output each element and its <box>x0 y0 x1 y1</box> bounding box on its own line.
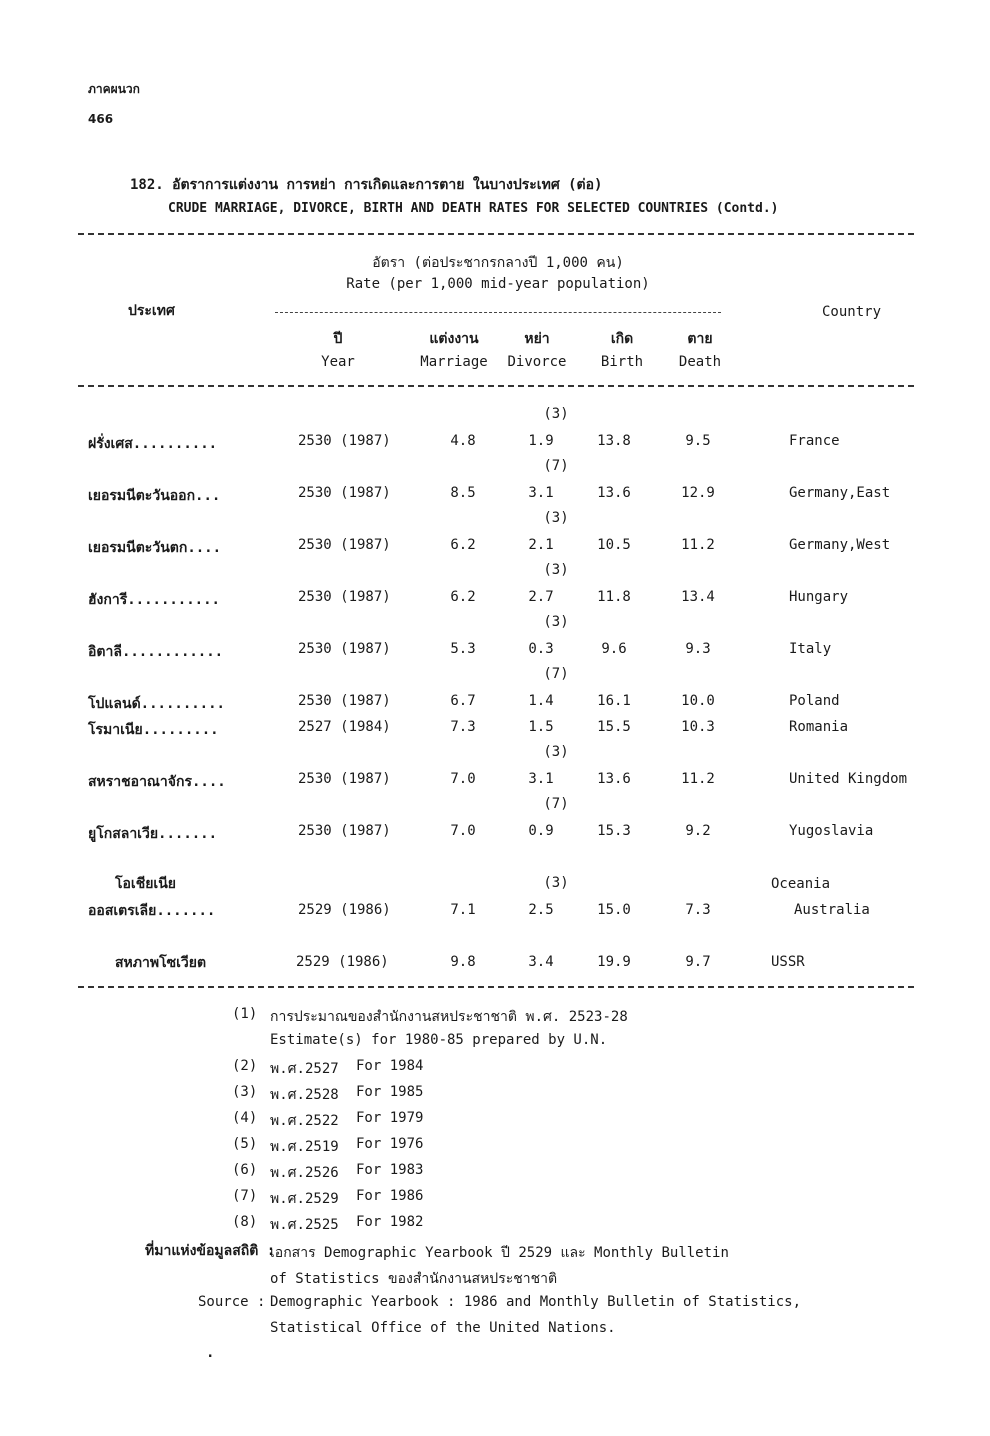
row-marriage: 7.0 <box>450 823 476 839</box>
death-header-thai: ตาย <box>687 331 713 347</box>
footnote-number: (8) <box>232 1214 258 1230</box>
source-english-line2: Statistical Office of the United Nations. <box>270 1320 616 1336</box>
footnote-number: (4) <box>232 1110 258 1126</box>
row-year: 2530 (1987) <box>298 771 391 787</box>
row-year: 2530 (1987) <box>298 823 391 839</box>
row-divorce: 1.9 <box>528 433 554 449</box>
row-birth: 11.8 <box>597 589 631 605</box>
bottom-rule <box>78 986 914 988</box>
row-divorce-footnote-ref: (3) <box>543 614 569 630</box>
row-death: 13.4 <box>681 589 715 605</box>
ussr-divorce: 3.4 <box>528 954 554 970</box>
footnote-english-text: For 1982 <box>356 1214 424 1230</box>
row-marriage: 5.3 <box>450 641 476 657</box>
row-birth: 9.6 <box>601 641 627 657</box>
footnote-english-text: For 1984 <box>356 1058 424 1074</box>
row-country-thai: ฝรั่งเศส.......... <box>88 436 218 452</box>
page-number: 466 <box>88 112 114 126</box>
row-divorce-footnote-ref: (3) <box>543 744 569 760</box>
row-country-english: Germany,East <box>789 485 891 501</box>
row-country-english: Romania <box>789 719 849 735</box>
source-thai-line1: เอกสาร Demographic Yearbook ปี 2529 และ Monthly Bulletin <box>270 1245 729 1261</box>
ussr-death: 9.7 <box>685 954 711 970</box>
year-header-english: Year <box>321 354 355 370</box>
row-marriage: 6.2 <box>450 589 476 605</box>
source-label-english: Source : <box>198 1294 266 1310</box>
row-death: 10.3 <box>681 719 715 735</box>
row-death: 9.5 <box>685 433 711 449</box>
marriage-header-english: Marriage <box>420 354 488 370</box>
oceania-divorce-note: (3) <box>543 875 569 891</box>
source-thai-line2: of Statistics ของสำนักงานสหประชาชาติ <box>270 1271 558 1287</box>
footnote-number: (5) <box>232 1136 258 1152</box>
footnote-number: (2) <box>232 1058 258 1074</box>
row-death: 9.2 <box>685 823 711 839</box>
death-header-english: Death <box>678 354 722 370</box>
row-death: 11.2 <box>681 537 715 553</box>
row-divorce-footnote-ref: (7) <box>543 666 569 682</box>
row-divorce-footnote-ref: (3) <box>543 562 569 578</box>
ussr-year: 2529 (1986) <box>296 954 389 970</box>
footnote-thai-text: พ.ศ.2522 <box>270 1113 339 1129</box>
footnote-english-text: For 1986 <box>356 1188 424 1204</box>
footnote-number: (1) <box>232 1006 258 1022</box>
row-death: 9.3 <box>685 641 711 657</box>
footnote-thai-text: พ.ศ.2529 <box>270 1191 339 1207</box>
row-marriage: 6.7 <box>450 693 476 709</box>
rate-sub-rule <box>275 312 721 313</box>
footnote-english-text: For 1976 <box>356 1136 424 1152</box>
ussr-name-english: USSR <box>771 954 805 970</box>
source-label-thai: ที่มาแห่งข้อมูลสถิติ : <box>145 1243 276 1259</box>
footnote-english-text: For 1979 <box>356 1110 424 1126</box>
row-birth: 13.6 <box>597 771 631 787</box>
marriage-header-thai: แต่งงาน <box>429 331 479 347</box>
row-country-english: Poland <box>789 693 840 709</box>
footnote-number: (6) <box>232 1162 258 1178</box>
row-year: 2530 (1987) <box>298 589 391 605</box>
row-birth: 13.6 <box>597 485 631 501</box>
row-divorce-footnote-ref: (7) <box>543 796 569 812</box>
row-year: 2530 (1987) <box>298 433 391 449</box>
row-death: 11.2 <box>681 771 715 787</box>
australia-name-english: Australia <box>794 902 870 918</box>
row-year: 2530 (1987) <box>298 693 391 709</box>
year-header-thai: ปี <box>333 331 343 347</box>
row-country-thai: เยอรมนีตะวันออก... <box>88 488 221 504</box>
row-divorce: 3.1 <box>528 485 554 501</box>
row-country-thai: อิตาลี............ <box>88 644 224 660</box>
footnote-thai-text: พ.ศ.2519 <box>270 1139 339 1155</box>
ussr-birth: 19.9 <box>597 954 631 970</box>
row-birth: 16.1 <box>597 693 631 709</box>
row-divorce: 0.3 <box>528 641 554 657</box>
row-marriage: 8.5 <box>450 485 476 501</box>
row-country-english: Hungary <box>789 589 849 605</box>
row-marriage: 7.0 <box>450 771 476 787</box>
page-section-label: ภาคผนวก <box>88 82 140 96</box>
rate-header-english: Rate (per 1,000 mid-year population) <box>346 276 650 292</box>
source-english-line1: Demographic Yearbook : 1986 and Monthly Bulletin of Statistics, <box>270 1294 802 1310</box>
row-country-thai: เยอรมนีตะวันตก.... <box>88 540 222 556</box>
footnote-thai-text: พ.ศ.2526 <box>270 1165 339 1181</box>
row-country-english: France <box>789 433 840 449</box>
top-rule <box>78 233 914 235</box>
row-marriage: 4.8 <box>450 433 476 449</box>
row-birth: 10.5 <box>597 537 631 553</box>
row-country-english: Italy <box>789 641 832 657</box>
table-title-english: CRUDE MARRIAGE, DIVORCE, BIRTH AND DEATH RATES FOR SELECTED COUNTRIES (Contd.) <box>168 201 779 216</box>
row-country-english: Germany,West <box>789 537 891 553</box>
australia-divorce: 2.5 <box>528 902 554 918</box>
oceania-heading-thai: โอเชียเนีย <box>115 876 176 892</box>
rate-header-thai: อัตรา (ต่อประชากรกลางปี 1,000 คน) <box>372 255 624 271</box>
australia-name-thai: ออสเตรเลีย....... <box>88 903 216 919</box>
footnote-english-text: Estimate(s) for 1980-85 prepared by U.N. <box>270 1032 608 1048</box>
row-country-thai: ฮังการี........... <box>88 592 220 608</box>
birth-header-english: Birth <box>600 354 644 370</box>
bottom-dot-mark: . <box>206 1345 215 1361</box>
ussr-name-thai: สหภาพโซเวียต <box>115 955 207 971</box>
row-divorce: 3.1 <box>528 771 554 787</box>
row-country-english: United Kingdom <box>789 771 908 787</box>
row-marriage: 6.2 <box>450 537 476 553</box>
row-divorce: 1.5 <box>528 719 554 735</box>
row-divorce: 2.1 <box>528 537 554 553</box>
divorce-header-english: Divorce <box>507 354 567 370</box>
footnote-thai-text: พ.ศ.2525 <box>270 1217 339 1233</box>
row-country-thai: โรมาเนีย......... <box>88 722 219 738</box>
oceania-heading-english: Oceania <box>771 876 831 892</box>
row-country-thai: สหราชอาณาจักร.... <box>88 774 226 790</box>
divorce-header-thai: หย่า <box>524 331 550 347</box>
row-divorce-footnote-ref: (7) <box>543 458 569 474</box>
row-country-english: Yugoslavia <box>789 823 874 839</box>
australia-birth: 15.0 <box>597 902 631 918</box>
table-title-thai: 182. อัตราการแต่งงาน การหย่า การเกิดและการตาย ในบางประเทศ (ต่อ) <box>130 177 603 193</box>
footnote-thai-text: การประมาณของสำนักงานสหประชาชาติ พ.ศ. 2523-28 <box>270 1009 628 1025</box>
footnote-english-text: For 1985 <box>356 1084 424 1100</box>
row-death: 12.9 <box>681 485 715 501</box>
row-marriage: 7.3 <box>450 719 476 735</box>
row-birth: 15.5 <box>597 719 631 735</box>
row-country-thai: ยูโกสลาเวีย....... <box>88 826 218 842</box>
footnote-number: (7) <box>232 1188 258 1204</box>
footnote-thai-text: พ.ศ.2528 <box>270 1087 339 1103</box>
australia-death: 7.3 <box>685 902 711 918</box>
row-birth: 13.8 <box>597 433 631 449</box>
row-year: 2530 (1987) <box>298 537 391 553</box>
row-country-thai: โปแลนด์.......... <box>88 696 225 712</box>
row-birth: 15.3 <box>597 823 631 839</box>
row-divorce: 2.7 <box>528 589 554 605</box>
australia-marriage: 7.1 <box>450 902 476 918</box>
row-year: 2530 (1987) <box>298 641 391 657</box>
australia-year: 2529 (1986) <box>298 902 391 918</box>
footnote-english-text: For 1983 <box>356 1162 424 1178</box>
country-header-english: Country <box>822 304 882 320</box>
row-year: 2530 (1987) <box>298 485 391 501</box>
row-divorce: 0.9 <box>528 823 554 839</box>
row-divorce-footnote-ref: (3) <box>543 406 569 422</box>
row-divorce-footnote-ref: (3) <box>543 510 569 526</box>
header-rule <box>78 385 914 387</box>
footnote-thai-text: พ.ศ.2527 <box>270 1061 339 1077</box>
row-death: 10.0 <box>681 693 715 709</box>
row-divorce: 1.4 <box>528 693 554 709</box>
row-year: 2527 (1984) <box>298 719 391 735</box>
ussr-marriage: 9.8 <box>450 954 476 970</box>
footnote-number: (3) <box>232 1084 258 1100</box>
country-header-thai: ประเทศ <box>128 303 175 319</box>
birth-header-thai: เกิด <box>610 331 634 347</box>
